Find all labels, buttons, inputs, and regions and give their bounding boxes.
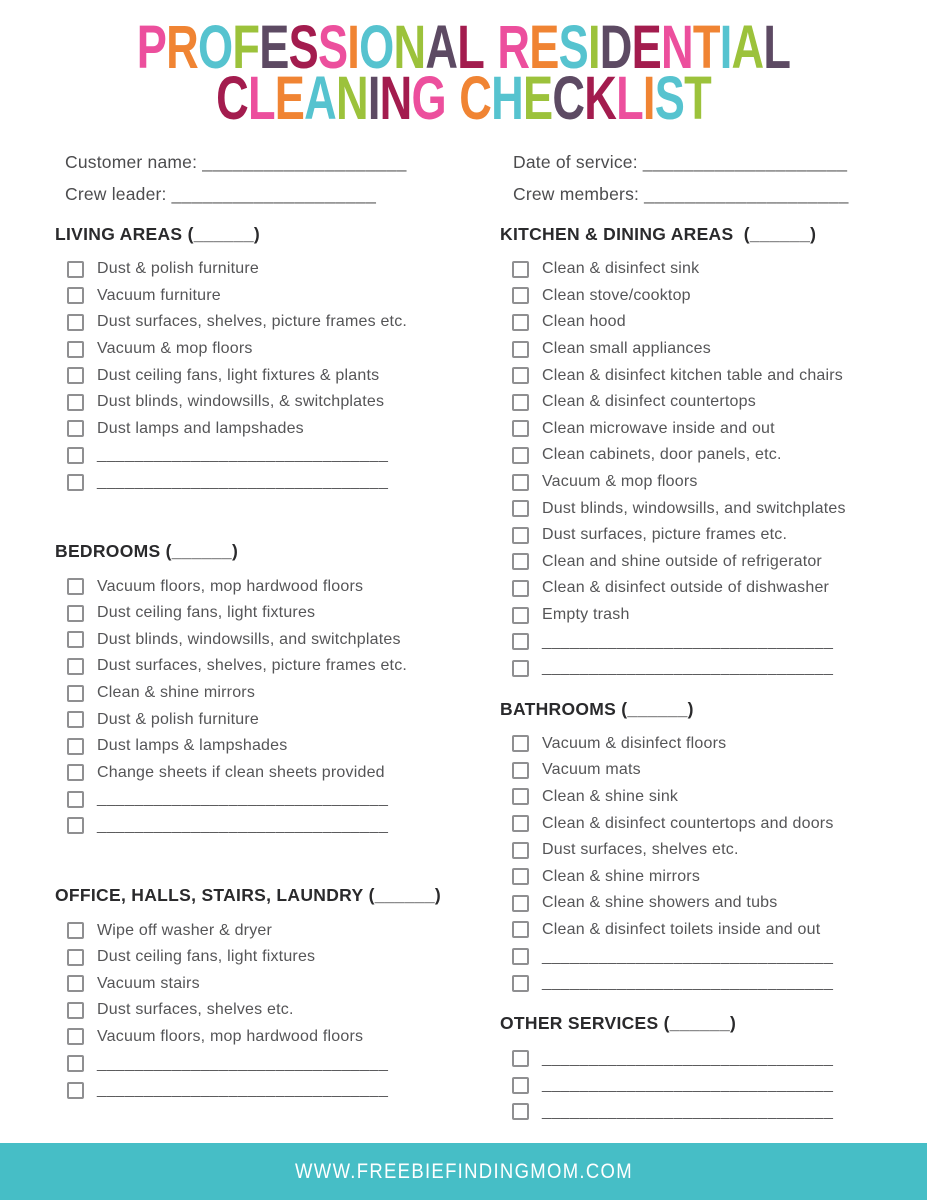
title-letter: F bbox=[232, 13, 260, 81]
title-letter: T bbox=[684, 64, 711, 132]
title-letter: L bbox=[763, 13, 791, 81]
checklist-item bbox=[55, 653, 490, 680]
title-letter: R bbox=[166, 13, 198, 81]
checkbox[interactable] bbox=[512, 580, 529, 597]
checklist-item bbox=[55, 362, 490, 389]
section-title: BEDROOMS (______) bbox=[55, 541, 239, 562]
checkbox[interactable] bbox=[512, 975, 529, 992]
checklist-item bbox=[55, 706, 490, 733]
checkbox[interactable] bbox=[67, 631, 84, 648]
item-label: Dust & polish furniture bbox=[97, 260, 260, 278]
crew-members-label: Crew members: bbox=[513, 183, 640, 204]
checklist-item bbox=[55, 997, 490, 1024]
checklist-item bbox=[500, 602, 920, 629]
section-title: KITCHEN & DINING AREAS (______) bbox=[500, 224, 817, 244]
checklist-item bbox=[55, 309, 490, 336]
checklist-item bbox=[55, 416, 490, 443]
blank-line: _______________________________ bbox=[542, 1076, 834, 1094]
crew-members-field[interactable] bbox=[513, 184, 849, 205]
checklist-item bbox=[55, 283, 490, 310]
checkbox[interactable] bbox=[512, 394, 529, 411]
checkbox[interactable] bbox=[67, 1028, 84, 1045]
footer-url[interactable]: WWW.FREEBIEFINDINGMOM.COM bbox=[294, 1159, 633, 1183]
checklist-item bbox=[55, 1050, 490, 1077]
title-letter: L bbox=[616, 64, 643, 132]
title-letter: E bbox=[259, 13, 289, 81]
checkbox[interactable] bbox=[512, 948, 529, 965]
checklist-item bbox=[55, 600, 490, 627]
checklist-item bbox=[500, 943, 920, 970]
crew-leader-label: Crew leader: bbox=[65, 183, 167, 204]
item-label: Vacuum & mop floors bbox=[97, 340, 253, 358]
checkbox[interactable] bbox=[512, 607, 529, 624]
checkbox[interactable] bbox=[512, 815, 529, 832]
checklist-item bbox=[55, 813, 490, 840]
title-line-2 bbox=[121, 64, 807, 132]
item-label: Clean hood bbox=[542, 313, 626, 331]
item-label: Dust surfaces, shelves, picture frames etc. bbox=[97, 313, 408, 331]
title-letter: I bbox=[367, 64, 380, 132]
checklist-section bbox=[55, 224, 490, 495]
title-letter: G bbox=[411, 64, 446, 132]
item-label: Clean stove/cooktop bbox=[542, 286, 691, 304]
crew-leader-field[interactable] bbox=[65, 184, 376, 205]
checkbox[interactable] bbox=[67, 394, 84, 411]
checklist-item bbox=[500, 863, 920, 890]
item-label: Clean & shine mirrors bbox=[97, 684, 256, 702]
checklist-item bbox=[500, 283, 920, 310]
checklist-item bbox=[500, 442, 920, 469]
checklist-item bbox=[500, 575, 920, 602]
checklist-item bbox=[500, 389, 920, 416]
checkbox[interactable] bbox=[512, 447, 529, 464]
checklist-item bbox=[500, 469, 920, 496]
checkbox[interactable] bbox=[67, 367, 84, 384]
footer-band bbox=[0, 1143, 927, 1200]
checklist-item bbox=[55, 389, 490, 416]
item-label: Dust blinds, windowsills, and switchplates bbox=[97, 630, 401, 648]
title-letter: N bbox=[661, 13, 693, 81]
item-label: Vacuum & disinfect floors bbox=[542, 734, 727, 752]
checklist-item bbox=[500, 256, 920, 283]
item-label: Vacuum floors, mop hardwood floors bbox=[97, 1027, 364, 1045]
checkbox[interactable] bbox=[67, 711, 84, 728]
checklist-item bbox=[55, 1077, 490, 1104]
checkbox[interactable] bbox=[67, 738, 84, 755]
checklist-item bbox=[55, 970, 490, 997]
checkbox[interactable] bbox=[512, 868, 529, 885]
checklist-item bbox=[55, 336, 490, 363]
checklist-item bbox=[55, 442, 490, 469]
item-label: Dust blinds, windowsills, & switchplates bbox=[97, 393, 385, 411]
checklist-item bbox=[500, 549, 920, 576]
title-letter: E bbox=[529, 13, 559, 81]
title-letter: K bbox=[584, 64, 617, 132]
checklist-item bbox=[55, 1024, 490, 1051]
checklist-item bbox=[55, 917, 490, 944]
title-space bbox=[446, 73, 459, 124]
title-letter: S bbox=[288, 13, 318, 81]
checklist-section bbox=[500, 699, 920, 997]
crew-members-blank[interactable]: ____________________ bbox=[644, 183, 849, 204]
checkbox[interactable] bbox=[67, 447, 84, 464]
checkbox[interactable] bbox=[512, 314, 529, 331]
checkbox[interactable] bbox=[67, 287, 84, 304]
date-of-service-field[interactable] bbox=[513, 152, 848, 173]
blank-line: _______________________________ bbox=[97, 790, 389, 808]
checklist-item bbox=[55, 680, 490, 707]
item-label: Clean & disinfect toilets inside and out bbox=[542, 920, 821, 938]
title-letter: S bbox=[558, 13, 588, 81]
section-title: LIVING AREAS (______) bbox=[55, 224, 261, 244]
checklist-item bbox=[500, 495, 920, 522]
item-label: Clean & disinfect outside of dishwasher bbox=[542, 579, 830, 597]
title-letter: A bbox=[425, 13, 458, 81]
blank-line: _______________________________ bbox=[97, 473, 389, 491]
checkbox[interactable] bbox=[67, 578, 84, 595]
title-letter: L bbox=[247, 64, 275, 132]
customer-name-label: Customer name: bbox=[65, 151, 198, 172]
title-letter: R bbox=[497, 13, 530, 81]
checklist-item bbox=[500, 757, 920, 784]
checkbox[interactable] bbox=[67, 817, 84, 834]
checkbox[interactable] bbox=[512, 527, 529, 544]
item-label: Clean & disinfect sink bbox=[542, 260, 700, 278]
title-letter: S bbox=[317, 13, 348, 81]
checkbox[interactable] bbox=[67, 949, 84, 966]
blank-line: _______________________________ bbox=[542, 947, 834, 965]
checklist-section bbox=[500, 224, 920, 682]
title-letter: O bbox=[359, 13, 394, 81]
checklist-item bbox=[500, 1072, 920, 1099]
item-label: Vacuum & mop floors bbox=[542, 473, 698, 491]
item-label: Dust surfaces, shelves etc. bbox=[542, 841, 739, 859]
blank-line: _______________________________ bbox=[542, 659, 834, 677]
checkbox[interactable] bbox=[67, 314, 84, 331]
item-label: Clean & shine showers and tubs bbox=[542, 894, 778, 912]
date-of-service-blank[interactable]: ____________________ bbox=[642, 151, 848, 172]
title-letter: A bbox=[731, 13, 764, 81]
date-of-service-label: Date of service: bbox=[513, 151, 638, 172]
checklist-item bbox=[500, 655, 920, 682]
title-letter: E bbox=[522, 64, 553, 132]
title-letter: O bbox=[197, 13, 233, 81]
blank-line: _______________________________ bbox=[97, 816, 389, 834]
checklist-item bbox=[500, 890, 920, 917]
title-letter: T bbox=[692, 13, 720, 81]
checkbox[interactable] bbox=[67, 474, 84, 491]
checklist-item bbox=[500, 810, 920, 837]
item-label: Clean and shine outside of refrigerator bbox=[542, 552, 822, 570]
blank-line: _______________________________ bbox=[542, 974, 834, 992]
blank-line: _______________________________ bbox=[97, 1054, 389, 1072]
item-label: Clean & disinfect kitchen table and chairs bbox=[542, 366, 844, 384]
item-label: Dust ceiling fans, light fixtures bbox=[97, 948, 316, 966]
checkbox[interactable] bbox=[67, 791, 84, 808]
title-letter: I bbox=[587, 13, 600, 81]
checklist-item bbox=[500, 837, 920, 864]
right-column bbox=[500, 224, 920, 1142]
checklist-item bbox=[500, 336, 920, 363]
title-letter: E bbox=[631, 13, 662, 81]
item-label: Clean & disinfect countertops bbox=[542, 393, 756, 411]
checkbox[interactable] bbox=[512, 341, 529, 358]
item-label: Vacuum stairs bbox=[97, 974, 200, 992]
blank-line: _______________________________ bbox=[542, 1049, 834, 1067]
checklist-item bbox=[500, 522, 920, 549]
item-label: Clean cabinets, door panels, etc. bbox=[542, 446, 782, 464]
checklist-item bbox=[55, 573, 490, 600]
checkbox[interactable] bbox=[67, 1055, 84, 1072]
checkbox[interactable] bbox=[512, 367, 529, 384]
checkbox[interactable] bbox=[512, 287, 529, 304]
item-label: Clean & disinfect countertops and doors bbox=[542, 814, 834, 832]
title-letter: I bbox=[347, 13, 360, 81]
title-letter: C bbox=[216, 64, 248, 132]
item-label: Dust ceiling fans, light fixtures & plants bbox=[97, 366, 380, 384]
checkbox[interactable] bbox=[512, 921, 529, 938]
checkbox[interactable] bbox=[512, 633, 529, 650]
checkbox[interactable] bbox=[512, 762, 529, 779]
checklist-item bbox=[500, 309, 920, 336]
checklist-item bbox=[55, 760, 490, 787]
checklist-item bbox=[55, 733, 490, 760]
section-title: OTHER SERVICES (______) bbox=[500, 1013, 737, 1034]
checklist-item bbox=[500, 362, 920, 389]
checkbox[interactable] bbox=[512, 553, 529, 570]
title-letter: I bbox=[642, 64, 655, 132]
item-label: Vacuum floors, mop hardwood floors bbox=[97, 577, 364, 595]
title-letter: D bbox=[599, 13, 632, 81]
checklist-item bbox=[500, 1045, 920, 1072]
section-title: BATHROOMS (______) bbox=[500, 698, 694, 719]
checklist-item bbox=[55, 256, 490, 283]
checkbox[interactable] bbox=[512, 788, 529, 805]
checklist-item bbox=[55, 944, 490, 971]
title-letter: H bbox=[491, 64, 523, 132]
item-label: Dust ceiling fans, light fixtures bbox=[97, 604, 316, 622]
blank-line: _______________________________ bbox=[542, 632, 834, 650]
checklist-section bbox=[500, 1013, 920, 1125]
item-label: Vacuum mats bbox=[542, 761, 641, 779]
item-label: Dust lamps & lampshades bbox=[97, 737, 288, 755]
checklist-item bbox=[500, 1099, 920, 1126]
title-letter: N bbox=[393, 13, 426, 81]
checklist-item bbox=[55, 786, 490, 813]
checkbox[interactable] bbox=[67, 261, 84, 278]
item-label: Dust blinds, windowsills, and switchplates bbox=[542, 499, 846, 517]
item-label: Clean small appliances bbox=[542, 340, 711, 358]
item-label: Empty trash bbox=[542, 606, 630, 624]
item-label: Clean & shine mirrors bbox=[542, 867, 701, 885]
checkbox[interactable] bbox=[67, 420, 84, 437]
item-label: Dust lamps and lampshades bbox=[97, 419, 304, 437]
title-letter: L bbox=[457, 13, 485, 81]
checklist-section bbox=[55, 885, 490, 1103]
checkbox[interactable] bbox=[67, 922, 84, 939]
crew-leader-blank[interactable]: ____________________ bbox=[171, 183, 377, 204]
title-letter: C bbox=[552, 64, 585, 132]
item-label: Dust & polish furniture bbox=[97, 710, 260, 728]
checklist-item bbox=[500, 416, 920, 443]
item-label: Wipe off washer & dryer bbox=[97, 921, 273, 939]
customer-name-blank[interactable]: ____________________ bbox=[202, 151, 407, 172]
checklist-item bbox=[55, 469, 490, 496]
checkbox[interactable] bbox=[512, 1077, 529, 1094]
checkbox[interactable] bbox=[512, 261, 529, 278]
item-label: Dust surfaces, shelves etc. bbox=[97, 1001, 294, 1019]
checkbox[interactable] bbox=[512, 895, 529, 912]
form-area bbox=[65, 146, 877, 210]
title-letter: C bbox=[459, 64, 492, 132]
item-label: Change sheets if clean sheets provided bbox=[97, 763, 385, 781]
item-label: Dust surfaces, picture frames etc. bbox=[542, 526, 788, 544]
checkbox[interactable] bbox=[512, 500, 529, 517]
checklist-item bbox=[500, 784, 920, 811]
checkbox[interactable] bbox=[67, 658, 84, 675]
checklist-item bbox=[500, 731, 920, 758]
checkbox[interactable] bbox=[512, 1103, 529, 1120]
checklist-item bbox=[500, 917, 920, 944]
checklist-item bbox=[500, 970, 920, 997]
checkbox[interactable] bbox=[512, 420, 529, 437]
title-letter: I bbox=[719, 13, 732, 81]
checklist-item bbox=[55, 627, 490, 654]
checkbox[interactable] bbox=[67, 1002, 84, 1019]
left-column bbox=[55, 224, 490, 1149]
blank-line: _______________________________ bbox=[97, 1081, 389, 1099]
checkbox[interactable] bbox=[67, 975, 84, 992]
checkbox[interactable] bbox=[512, 735, 529, 752]
checkbox[interactable] bbox=[512, 1050, 529, 1067]
blank-line: _______________________________ bbox=[542, 1102, 834, 1120]
title-letter: A bbox=[304, 64, 337, 132]
checkbox[interactable] bbox=[67, 685, 84, 702]
section-title: OFFICE, HALLS, STAIRS, LAUNDRY (______) bbox=[55, 885, 442, 906]
checklist-section bbox=[55, 541, 490, 839]
title-letter: N bbox=[336, 64, 368, 132]
customer-name-field[interactable] bbox=[65, 152, 407, 173]
item-label: Clean microwave inside and out bbox=[542, 419, 775, 437]
title-letter: N bbox=[379, 64, 412, 132]
checkbox[interactable] bbox=[512, 660, 529, 677]
item-label: Clean & shine sink bbox=[542, 787, 679, 805]
title-letter: P bbox=[136, 13, 167, 81]
checkbox[interactable] bbox=[67, 1082, 84, 1099]
blank-line: _______________________________ bbox=[97, 446, 389, 464]
checkbox[interactable] bbox=[512, 474, 529, 491]
checkbox[interactable] bbox=[512, 842, 529, 859]
page-title bbox=[0, 13, 927, 132]
checkbox[interactable] bbox=[67, 764, 84, 781]
checklist-item bbox=[500, 628, 920, 655]
checkbox[interactable] bbox=[67, 341, 84, 358]
item-label: Dust surfaces, shelves, picture frames etc. bbox=[97, 657, 408, 675]
title-letter: S bbox=[654, 64, 685, 132]
item-label: Vacuum furniture bbox=[97, 286, 221, 304]
title-letter: E bbox=[274, 64, 305, 132]
checkbox[interactable] bbox=[67, 605, 84, 622]
